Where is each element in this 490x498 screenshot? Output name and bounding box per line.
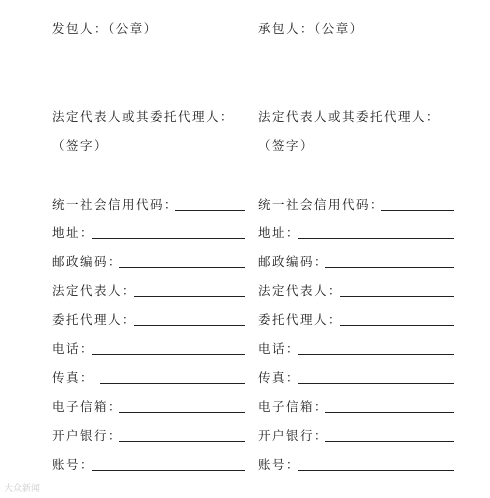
party-a-legal-rep-label: 法定代表人或其委托代理人： [52,109,235,124]
party-a-phone-line [92,354,245,355]
party-b-phone-line [298,354,454,355]
party-b-bank-label: 开户银行： [258,428,329,443]
party-b-account-label: 账号： [258,457,301,472]
party-b-legal-rep-field-label: 法定代表人： [258,283,343,298]
party-a-title: 发包人：（公章） [52,21,158,36]
party-a-agent-line [134,325,245,326]
party-b-address-label: 地址： [258,225,301,240]
party-a-account-line [92,470,245,471]
party-a-account-label: 账号： [52,457,95,472]
party-b-fax-line [298,383,454,384]
party-b-postcode-label: 邮政编码： [258,254,329,269]
party-b-credit-code-label: 统一社会信用代码： [258,197,385,212]
party-a-signature-label: （签字） [52,138,109,153]
party-a-legal-rep-field-label: 法定代表人： [52,283,137,298]
party-b-email-line [325,412,454,413]
party-a-email-line [119,412,245,413]
party-b-legal-rep-line [340,296,454,297]
party-a-address-label: 地址： [52,225,95,240]
party-a-phone-label: 电话： [52,341,95,356]
party-b-postcode-line [325,267,454,268]
party-a-fax-label: 传真： [52,370,95,385]
party-a-address-line [92,238,245,239]
party-a-credit-code-label: 统一社会信用代码： [52,197,179,212]
watermark: 大众新闻 [4,484,41,494]
party-a-email-label: 电子信箱： [52,399,123,414]
party-a-bank-line [119,441,245,442]
party-a-agent-label: 委托代理人： [52,312,137,327]
party-a-bank-label: 开户银行： [52,428,123,443]
party-b-fax-label: 传真： [258,370,301,385]
party-b-credit-code-line [381,210,454,211]
party-a-legal-rep-line [134,296,245,297]
party-a-postcode-label: 邮政编码： [52,254,123,269]
party-b-agent-line [340,325,454,326]
party-a-fax-line [100,383,245,384]
party-b-signature-label: （签字） [258,138,315,153]
party-a-postcode-line [119,267,245,268]
party-b-bank-line [325,441,454,442]
party-b-address-line [298,238,454,239]
party-b-title: 承包人：（公章） [258,21,364,36]
party-b-phone-label: 电话： [258,341,301,356]
party-a-credit-code-line [175,210,245,211]
party-b-account-line [298,470,454,471]
party-b-agent-label: 委托代理人： [258,312,343,327]
party-b-legal-rep-label: 法定代表人或其委托代理人： [258,109,441,124]
party-b-email-label: 电子信箱： [258,399,329,414]
